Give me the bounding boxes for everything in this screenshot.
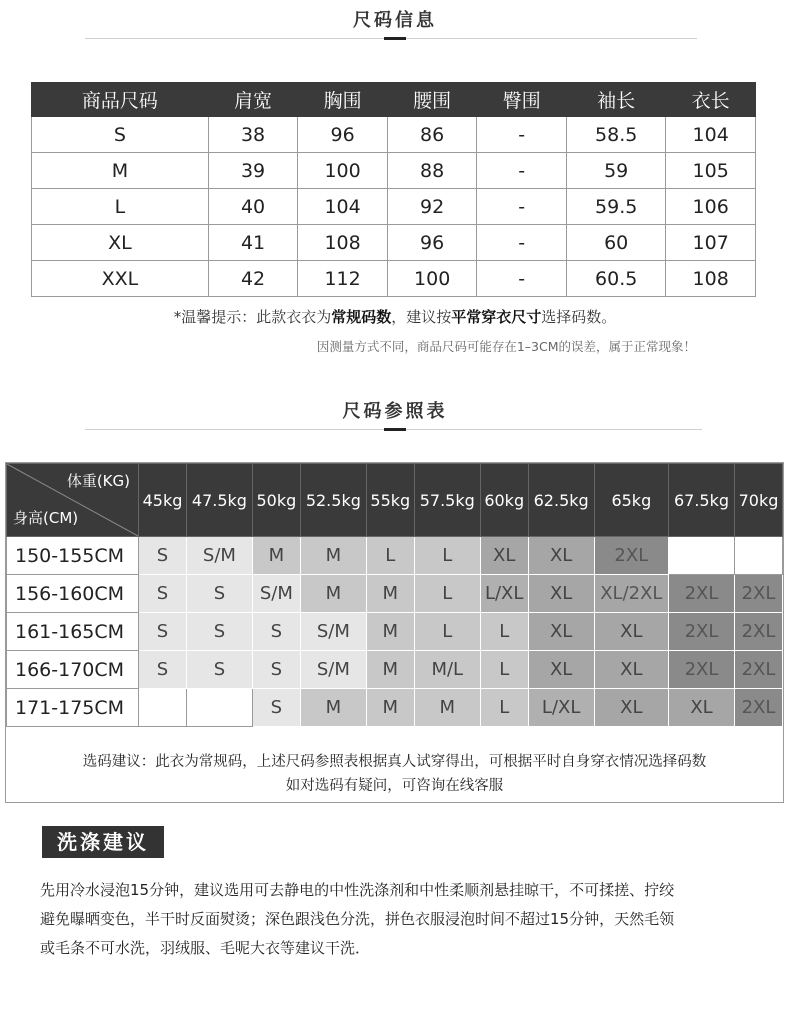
recommended-size-cell: 2XL — [594, 537, 668, 575]
recommended-size-cell: L/XL — [480, 575, 528, 613]
recommended-size-cell: M — [300, 537, 366, 575]
recommended-size-cell — [669, 537, 735, 575]
size-header-cell: 腰围 — [387, 83, 477, 117]
wash-advice-text — [40, 876, 760, 963]
recommended-size-cell: M — [366, 651, 414, 689]
size-table-header — [32, 83, 756, 117]
recommended-size-cell: 2XL — [734, 689, 782, 727]
weight-header-cell: 47.5kg — [186, 464, 252, 537]
recommended-size-cell: XL — [594, 651, 668, 689]
recommended-size-cell: XL — [528, 575, 594, 613]
size-cell: - — [477, 225, 567, 261]
recommended-size-cell: S — [139, 613, 187, 651]
recommended-size-cell: S/M — [252, 575, 300, 613]
weight-header-cell: 60kg — [480, 464, 528, 537]
recommended-size-cell: M — [300, 575, 366, 613]
size-header-cell: 衣长 — [666, 83, 756, 117]
height-axis-label: 身高(CM) — [13, 509, 79, 527]
size-reference-box — [5, 462, 784, 803]
size-reference-title: 尺码参照表 — [342, 401, 448, 422]
ref-title-mark — [384, 428, 406, 431]
size-header-cell: 肩宽 — [208, 83, 298, 117]
tip-text-2: ，建议按 — [391, 308, 452, 326]
size-row — [32, 117, 756, 153]
ref-row — [7, 575, 783, 613]
recommended-size-cell: XL/2XL — [594, 575, 668, 613]
size-cell: 104 — [298, 189, 388, 225]
size-cell: 40 — [208, 189, 298, 225]
recommended-size-cell: L — [480, 651, 528, 689]
tip-text-1: *温馨提示：此款衣衣为 — [173, 308, 332, 326]
size-cell: 100 — [387, 261, 477, 297]
size-cell: 60.5 — [566, 261, 665, 297]
size-cell: - — [477, 153, 567, 189]
size-cell: 88 — [387, 153, 477, 189]
size-cell: S — [32, 117, 209, 153]
size-cell: 112 — [298, 261, 388, 297]
size-cell: 41 — [208, 225, 298, 261]
size-cell: 105 — [666, 153, 756, 189]
recommended-size-cell — [186, 689, 252, 727]
tip-text-3: 选择码数。 — [541, 308, 617, 326]
size-cell: 38 — [208, 117, 298, 153]
size-row — [32, 261, 756, 297]
height-range-cell: 150-155CM — [7, 537, 139, 575]
recommended-size-cell: XL — [594, 613, 668, 651]
recommended-size-cell: S — [186, 575, 252, 613]
recommended-size-cell: M — [252, 537, 300, 575]
size-cell: - — [477, 117, 567, 153]
recommended-size-cell: S — [252, 613, 300, 651]
size-cell: 108 — [666, 261, 756, 297]
size-cell: 100 — [298, 153, 388, 189]
size-cell: - — [477, 189, 567, 225]
height-range-cell: 156-160CM — [7, 575, 139, 613]
size-cell: 39 — [208, 153, 298, 189]
ref-advice-line-1: 选码建议：此衣为常规码，上述尺码参照表根据真人试穿得出，可根据平时自身穿衣情况选择码数 — [82, 754, 707, 770]
size-cell: 92 — [387, 189, 477, 225]
weight-header-cell: 62.5kg — [528, 464, 594, 537]
weight-header-cell: 55kg — [366, 464, 414, 537]
recommended-size-cell: XL — [528, 651, 594, 689]
recommended-size-cell: M — [300, 689, 366, 727]
recommended-size-cell: S — [252, 689, 300, 727]
ref-row — [7, 689, 783, 727]
recommended-size-cell: L — [480, 689, 528, 727]
recommended-size-cell — [734, 537, 782, 575]
recommended-size-cell: L/XL — [528, 689, 594, 727]
size-header-cell: 袖长 — [566, 83, 665, 117]
ref-row — [7, 651, 783, 689]
weight-header-cell: 70kg — [734, 464, 782, 537]
ref-row — [7, 613, 783, 651]
wash-line-2: 避免曝晒变色，半干时反面熨烫；深色跟浅色分洗，拼色衣服浸泡时间不超过15分钟，天然毛领 — [40, 910, 675, 928]
ref-table-header — [7, 464, 783, 537]
size-cell: XXL — [32, 261, 209, 297]
size-info-title: 尺码信息 — [353, 10, 437, 31]
size-table — [31, 82, 756, 297]
size-cell: L — [32, 189, 209, 225]
recommended-size-cell: S — [139, 537, 187, 575]
weight-header-cell: 45kg — [139, 464, 187, 537]
ref-corner-cell — [7, 464, 139, 537]
size-cell: 104 — [666, 117, 756, 153]
recommended-size-cell: L — [480, 613, 528, 651]
height-range-cell: 166-170CM — [7, 651, 139, 689]
size-reference-table — [6, 463, 783, 727]
ref-advice-line-2: 如对选码有疑问，可咨询在线客服 — [285, 778, 504, 794]
recommended-size-cell: S — [139, 575, 187, 613]
recommended-size-cell: S/M — [300, 651, 366, 689]
recommended-size-cell: M — [366, 575, 414, 613]
recommended-size-cell: 2XL — [669, 575, 735, 613]
recommended-size-cell: S/M — [300, 613, 366, 651]
recommended-size-cell — [139, 689, 187, 727]
recommended-size-cell: S — [186, 613, 252, 651]
wash-line-1: 先用冷水浸泡15分钟，建议选用可去静电的中性洗涤剂和中性柔顺剂悬挂晾干，不可揉搓、拧绞 — [40, 881, 675, 899]
recommended-size-cell: L — [414, 575, 480, 613]
recommended-size-cell: M — [366, 613, 414, 651]
ref-row — [7, 537, 783, 575]
recommended-size-cell: L — [414, 537, 480, 575]
size-header-cell: 胸围 — [298, 83, 388, 117]
recommended-size-cell: XL — [528, 613, 594, 651]
recommended-size-cell: M — [366, 689, 414, 727]
size-row — [32, 189, 756, 225]
weight-header-cell: 65kg — [594, 464, 668, 537]
height-range-cell: 161-165CM — [7, 613, 139, 651]
weight-header-cell: 50kg — [252, 464, 300, 537]
recommended-size-cell: S — [139, 651, 187, 689]
tip-bold-2: 平常穿衣尺寸 — [451, 308, 542, 326]
size-tip — [0, 306, 790, 327]
size-cell: 96 — [387, 225, 477, 261]
size-cell: 86 — [387, 117, 477, 153]
size-title-mark — [384, 37, 406, 40]
recommended-size-cell: S — [252, 651, 300, 689]
size-row — [32, 225, 756, 261]
weight-header-cell: 67.5kg — [669, 464, 735, 537]
size-cell: 60 — [566, 225, 665, 261]
size-cell: 96 — [298, 117, 388, 153]
size-cell: M — [32, 153, 209, 189]
recommended-size-cell: XL — [669, 689, 735, 727]
size-cell: 58.5 — [566, 117, 665, 153]
recommended-size-cell: XL — [594, 689, 668, 727]
size-cell: 59 — [566, 153, 665, 189]
size-cell: XL — [32, 225, 209, 261]
size-header-cell: 商品尺码 — [32, 83, 209, 117]
size-cell: 108 — [298, 225, 388, 261]
size-cell: 106 — [666, 189, 756, 225]
wash-advice-title: 洗涤建议 — [42, 826, 164, 858]
recommended-size-cell: 2XL — [734, 575, 782, 613]
recommended-size-cell: L — [366, 537, 414, 575]
size-cell: 42 — [208, 261, 298, 297]
recommended-size-cell: XL — [528, 537, 594, 575]
wash-line-3: 或毛条不可水洗，羽绒服、毛呢大衣等建议干洗． — [40, 939, 371, 957]
recommended-size-cell: L — [414, 613, 480, 651]
recommended-size-cell: M — [414, 689, 480, 727]
recommended-size-cell: S — [186, 651, 252, 689]
size-cell: - — [477, 261, 567, 297]
weight-header-cell: 52.5kg — [300, 464, 366, 537]
recommended-size-cell: M/L — [414, 651, 480, 689]
size-cell: 107 — [666, 225, 756, 261]
recommended-size-cell: 2XL — [669, 613, 735, 651]
weight-header-cell: 57.5kg — [414, 464, 480, 537]
recommended-size-cell: 2XL — [669, 651, 735, 689]
size-header-cell: 臀围 — [477, 83, 567, 117]
measurement-note: 因测量方式不同，商品尺码可能存在1–3CM的误差，属于正常现象！ — [316, 339, 696, 354]
size-row — [32, 153, 756, 189]
height-range-cell: 171-175CM — [7, 689, 139, 727]
recommended-size-cell: 2XL — [734, 613, 782, 651]
size-cell: 59.5 — [566, 189, 665, 225]
recommended-size-cell: 2XL — [734, 651, 782, 689]
weight-axis-label: 体重(KG) — [66, 472, 130, 490]
recommended-size-cell: S/M — [186, 537, 252, 575]
tip-bold-1: 常规码数 — [331, 308, 392, 326]
recommended-size-cell: XL — [480, 537, 528, 575]
